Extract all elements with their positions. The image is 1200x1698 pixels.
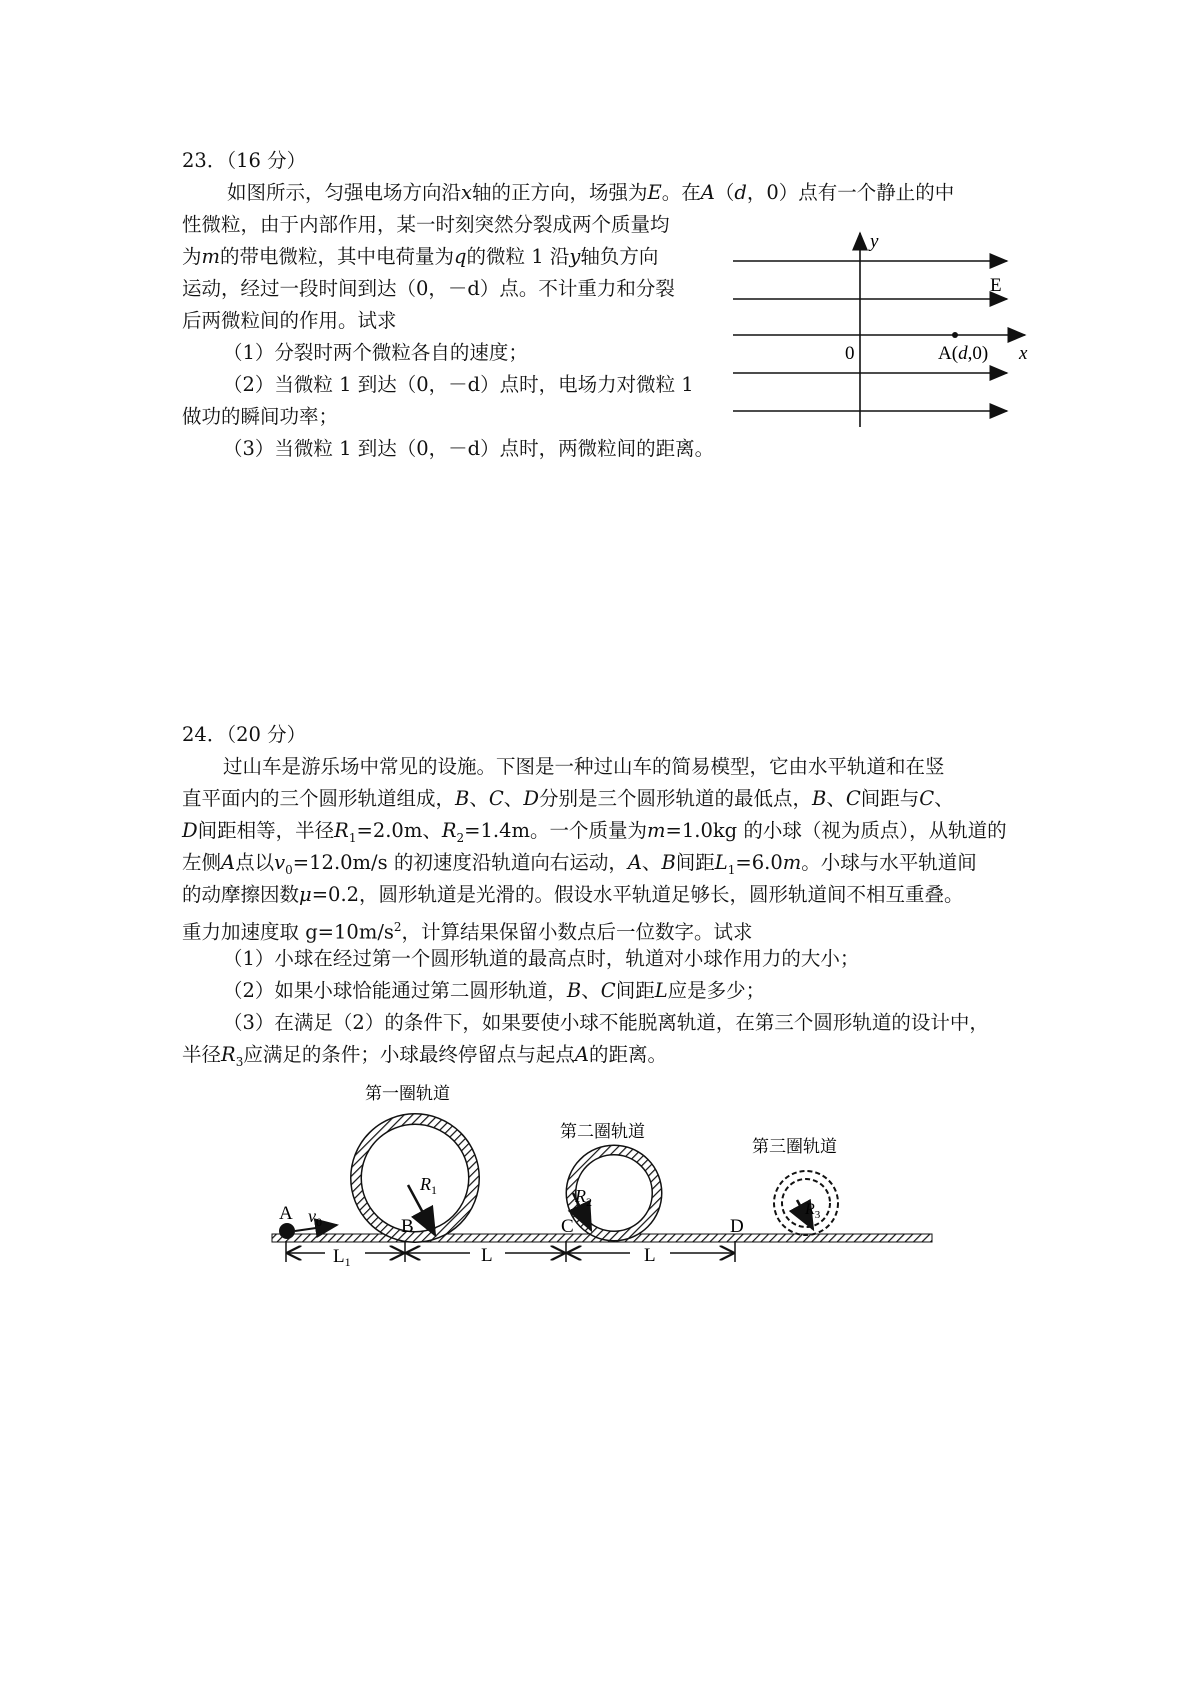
point-a-dot bbox=[952, 332, 958, 338]
l-label-2: L bbox=[644, 1245, 656, 1266]
q23-line-5: 后两微粒间的作用。试求 bbox=[182, 309, 397, 332]
origin-label: 0 bbox=[845, 343, 855, 364]
roller-coaster-diagram bbox=[265, 1075, 945, 1280]
r1-label: $R_1$ bbox=[420, 1174, 437, 1197]
q24-line-5: 的动摩擦因数μ=0.2，圆形轨道是光滑的。假设水平轨道足够长，圆形轨道间不相互重叠。 bbox=[182, 883, 964, 906]
dimension-lines bbox=[286, 1241, 735, 1262]
q23-sub-2a: （2）当微粒 1 到达（0，－d）点时，电场力对微粒 1 bbox=[223, 373, 694, 396]
q24-line-3: D间距相等，半径$R_1=2.0m$、$R_2=1.4m$。一个质量为m=1.0kg 的小球（视为质点），从轨道的 bbox=[182, 819, 1007, 845]
point-c-label: C bbox=[561, 1216, 574, 1237]
point-a-label: A bbox=[279, 1203, 293, 1224]
x-axis-label: x bbox=[1019, 343, 1028, 364]
loop-3-label: 第三圈轨道 bbox=[752, 1137, 837, 1156]
point-d-label: D bbox=[730, 1216, 744, 1237]
q24-line-1: 过山车是游乐场中常见的设施。下图是一种过山车的简易模型，它由水平轨道和在竖 bbox=[223, 755, 945, 778]
r2-label: $R_2$ bbox=[575, 1186, 592, 1209]
q24-sub-3a: （3）在满足（2）的条件下，如果要使小球不能脱离轨道，在第三个圆形轨道的设计中， bbox=[223, 1011, 989, 1034]
loop-2-label: 第二圈轨道 bbox=[560, 1122, 645, 1141]
ball-a bbox=[279, 1223, 295, 1239]
q23-header: 23．（16 分） bbox=[182, 149, 307, 172]
field-label-e: E bbox=[990, 275, 1002, 296]
q23-sub-1: （1）分裂时两个微粒各自的速度； bbox=[223, 341, 528, 364]
point-a-label: A(d,0) bbox=[938, 343, 989, 364]
l1-label: $L_1$ bbox=[333, 1246, 351, 1269]
electric-field-diagram bbox=[720, 225, 1040, 435]
q24-line-6: 重力加速度取 $g=10m/s^2$，计算结果保留小数点后一位数字。试求 bbox=[182, 920, 753, 944]
q24-header: 24．（20 分） bbox=[182, 723, 307, 746]
v0-label: $v_0$ bbox=[308, 1206, 322, 1229]
q24-line-4: 左侧A点以$v_0=12.0m/s$ 的初速度沿轨道向右运动，A、B间距$L_1=6.0m$。小球与水平轨道间 bbox=[182, 851, 977, 877]
q24-line-2: 直平面内的三个圆形轨道组成，B、C、D分别是三个圆形轨道的最低点，B、C间距与C、 bbox=[182, 787, 954, 810]
q23-line-2: 性微粒，由于内部作用，某一时刻突然分裂成两个质量均 bbox=[182, 213, 670, 236]
loop-1 bbox=[356, 1119, 474, 1237]
q23-sub-3: （3）当微粒 1 到达（0，－d）点时，两微粒间的距离。 bbox=[223, 437, 715, 460]
q23-intro: 如图所示，匀强电场方向沿x轴的正方向，场强为E。在A（d，0）点有一个静止的中 bbox=[227, 181, 955, 204]
q24-sub-1: （1）小球在经过第一个圆形轨道的最高点时，轨道对小球作用力的大小； bbox=[223, 947, 860, 970]
q23-sub-2b: 做功的瞬间功率； bbox=[182, 405, 339, 428]
r3-label: $R_3$ bbox=[805, 1201, 821, 1221]
q24-sub-3b: 半径$R_3$应满足的条件；小球最终停留点与起点A的距离。 bbox=[182, 1043, 667, 1069]
q23-line-4: 运动，经过一段时间到达（0，－d）点。不计重力和分裂 bbox=[182, 277, 675, 300]
point-b-label: B bbox=[401, 1216, 414, 1237]
l-label-1: L bbox=[481, 1245, 493, 1266]
q24-sub-2: （2）如果小球恰能通过第二圆形轨道，B、C间距L应是多少； bbox=[223, 979, 766, 1002]
loop-1-label: 第一圈轨道 bbox=[365, 1084, 450, 1103]
y-axis-label: y bbox=[870, 231, 879, 252]
q23-line-3: 为m的带电微粒，其中电荷量为q的微粒 1 沿y轴负方向 bbox=[182, 245, 659, 268]
